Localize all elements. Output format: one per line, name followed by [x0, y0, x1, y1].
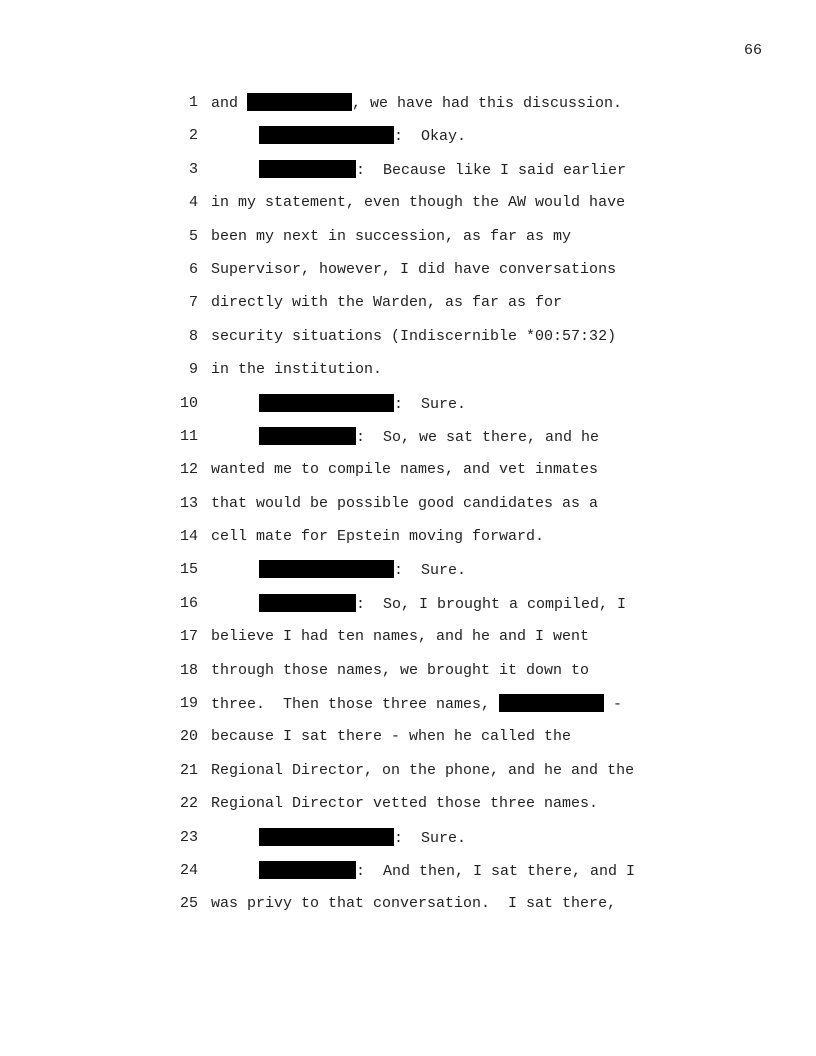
line-text-segment: : And then, I sat there, and I	[356, 862, 636, 880]
line-number: 2	[188, 127, 198, 145]
line-text-segment: that would be possible good candidates as a	[211, 494, 599, 512]
line-text	[211, 293, 562, 313]
line-text	[211, 227, 571, 247]
line-text	[211, 694, 622, 715]
line-text	[211, 394, 466, 415]
line-text-segment: : Sure.	[394, 395, 467, 413]
line-number: 25	[179, 895, 198, 913]
line-text-segment: Supervisor, however, I did have conversations	[211, 260, 617, 278]
line-number: 22	[179, 795, 198, 813]
line-text	[211, 193, 625, 213]
transcript-line	[172, 494, 772, 527]
line-number: 3	[188, 160, 198, 178]
line-number: 17	[179, 628, 198, 646]
page-number: 66	[743, 42, 762, 59]
transcript-line	[172, 260, 772, 293]
line-text-segment: cell mate for Epstein moving forward.	[211, 528, 545, 546]
line-text	[211, 761, 634, 781]
line-number: 10	[179, 394, 198, 412]
line-text-segment: believe I had ten names, and he and I went	[211, 628, 590, 646]
line-text-segment: : Okay.	[394, 128, 467, 146]
transcript-line	[172, 227, 772, 260]
line-text	[211, 93, 622, 114]
line-text	[211, 727, 571, 747]
transcript-line	[172, 861, 772, 894]
redaction-box	[259, 427, 356, 445]
line-number: 19	[179, 695, 198, 713]
line-text-segment: : Sure.	[394, 829, 467, 847]
line-text-segment: wanted me to compile names, and vet inmates	[211, 461, 599, 479]
line-number: 16	[179, 594, 198, 612]
line-text	[211, 828, 466, 849]
line-text-segment: security situations (Indiscernible *00:57:32)	[211, 327, 617, 345]
line-number: 13	[179, 494, 198, 512]
line-text	[211, 260, 616, 280]
line-text	[211, 327, 616, 347]
transcript-line	[172, 594, 772, 627]
line-text-segment: and	[211, 95, 248, 112]
transcript-line	[172, 694, 772, 727]
line-text	[211, 594, 626, 615]
line-text	[211, 661, 589, 681]
transcript-line	[172, 160, 772, 193]
transcript-line	[172, 126, 772, 159]
line-text	[211, 126, 466, 147]
line-number: 5	[188, 227, 198, 245]
line-text-segment: : Because like I said earlier	[356, 161, 627, 179]
line-number: 11	[179, 427, 198, 445]
line-text	[211, 360, 382, 380]
line-text-segment: , we have had this discussion.	[352, 95, 623, 112]
line-number: 9	[188, 361, 198, 379]
redaction-box	[499, 694, 604, 712]
line-text	[211, 560, 466, 581]
transcript-line	[172, 360, 772, 393]
line-number: 12	[179, 461, 198, 479]
line-text	[211, 861, 635, 882]
line-text-segment: through those names, we brought it down to	[211, 661, 590, 679]
transcript-line	[172, 661, 772, 694]
line-number: 8	[188, 327, 198, 345]
line-number: 23	[179, 828, 198, 846]
line-text-segment: : So, I brought a compiled, I	[356, 595, 627, 613]
line-text-segment: been my next in succession, as far as my	[211, 227, 572, 245]
line-number: 18	[179, 661, 198, 679]
line-text-segment: Regional Director, on the phone, and he and the	[211, 761, 635, 779]
redaction-box	[259, 828, 394, 846]
transcript-line	[172, 193, 772, 226]
transcript-line	[172, 727, 772, 760]
redaction-box	[259, 126, 394, 144]
transcript-line	[172, 293, 772, 326]
line-text	[211, 160, 626, 181]
transcript-line	[172, 794, 772, 827]
transcript-line	[172, 627, 772, 660]
transcript-line	[172, 527, 772, 560]
line-text	[211, 627, 589, 647]
line-text-segment: was privy to that conversation. I sat there,	[211, 895, 617, 913]
transcript-line	[172, 761, 772, 794]
line-number: 20	[179, 728, 198, 746]
line-number: 15	[179, 561, 198, 579]
transcript-line	[172, 894, 772, 927]
line-text-segment: : Sure.	[394, 562, 467, 580]
transcript-line	[172, 327, 772, 360]
line-text-segment: three. Then those three names,	[211, 696, 500, 714]
line-text	[211, 527, 544, 547]
line-text-segment: Regional Director vetted those three names.	[211, 795, 599, 813]
line-text	[211, 894, 616, 914]
line-number: 1	[188, 94, 198, 111]
line-number: 6	[188, 260, 198, 278]
line-text-segment: : So, we sat there, and he	[356, 428, 600, 446]
line-text-segment: -	[604, 696, 623, 714]
transcript-line	[172, 427, 772, 460]
line-text-segment: because I sat there - when he called the	[211, 728, 572, 746]
line-number: 24	[179, 861, 198, 879]
transcript-line	[172, 394, 772, 427]
line-number: 7	[188, 294, 198, 312]
redaction-box	[259, 160, 356, 178]
line-number: 4	[188, 194, 198, 212]
line-text-segment: in the institution.	[211, 361, 383, 379]
line-text	[211, 494, 598, 514]
redaction-box	[259, 560, 394, 578]
line-text	[211, 427, 599, 448]
redaction-box	[247, 93, 352, 111]
transcript-body	[172, 93, 772, 928]
line-text-segment: in my statement, even though the AW would have	[211, 194, 626, 212]
line-number: 21	[179, 761, 198, 779]
line-text	[211, 460, 598, 480]
redaction-box	[259, 861, 356, 879]
transcript-line	[172, 460, 772, 493]
line-text	[211, 794, 598, 814]
line-text-segment: directly with the Warden, as far as for	[211, 294, 563, 312]
redaction-box	[259, 594, 356, 612]
transcript-line	[172, 93, 772, 126]
line-number: 14	[179, 528, 198, 546]
transcript-line	[172, 828, 772, 861]
redaction-box	[259, 394, 394, 412]
transcript-line	[172, 560, 772, 593]
